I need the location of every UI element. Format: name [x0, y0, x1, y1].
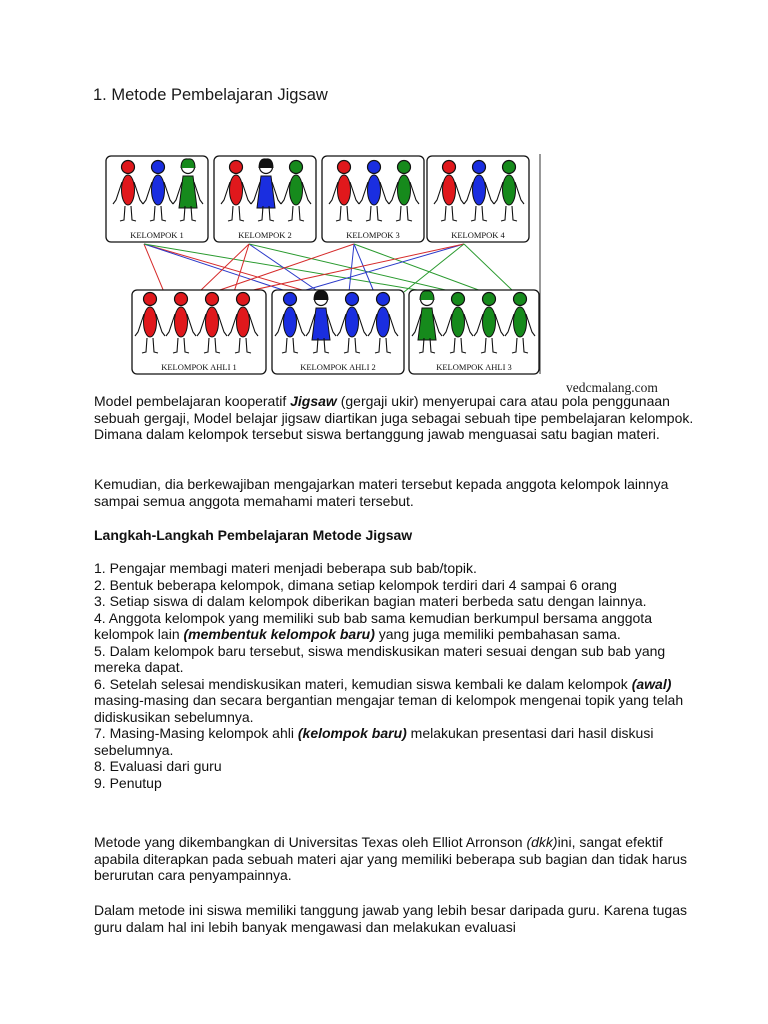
step-7-emphasis: (kelompok baru) [297, 725, 407, 741]
jigsaw-diagram-svg [104, 152, 544, 377]
expert-label-3: KELOMPOK AHLI 3 [436, 362, 512, 372]
intro-paragraph-2 [94, 476, 694, 509]
step-6-text-a: 6. Setelah selesai mendiskusikan materi, kemudian siswa kembali ke dalam kelompok [94, 675, 632, 692]
intro-text-2: Kemudian, dia berkewajiban mengajarkan materi tersebut kepada anggota kelompok lainnya sampai semua anggota memahami materi tersebut. [94, 476, 669, 509]
connector-line-3 [144, 244, 289, 292]
group-2-member-2-hair [259, 159, 273, 168]
step-2: 2. Bentuk beberapa kelompok, dimana setiap kelompok terdiri dari 4 sampai 6 orang [94, 576, 617, 593]
group-1-member-1-body [122, 175, 135, 205]
group-label-1: KELOMPOK 1 [130, 230, 184, 240]
closing-text-2: Dalam metode ini siswa memiliki tanggung jawab yang lebih besar daripada guru. Karena tugas guru dalam hal ini lebih banyak mengawasi dan melakukan evaluasi [94, 902, 688, 935]
intro-emphasis-jigsaw: Jigsaw [290, 393, 337, 409]
expert-3-member-2-head [452, 293, 465, 306]
expert-2-member-3-head [346, 293, 359, 306]
step-7-text-a: 7. Masing-Masing kelompok ahli [94, 725, 298, 741]
expert-2-member-4-head [377, 293, 390, 306]
group-3-member-3-body [398, 175, 411, 205]
expert-3-member-4-head [514, 293, 527, 306]
step-7 [94, 725, 694, 758]
group-1-member-3-hair [181, 159, 195, 168]
group-1-member-1-head [122, 161, 135, 174]
group-3-member-1-body [338, 175, 351, 205]
step-6-text-b: masing-masing dan secara bergantian mengajar teman di kelompok mengenai topik yang telah didiskusikan sebelumnya. [94, 692, 684, 725]
steps-list [94, 560, 694, 791]
group-4-member-3-head [503, 161, 516, 174]
step-9: 9. Penutup [94, 774, 162, 791]
connector-line-11 [354, 244, 374, 292]
expert-2-member-3-body [346, 307, 359, 337]
group-4-member-1-head [443, 161, 456, 174]
intro-text-a: Model pembelajaran kooperatif [94, 393, 291, 409]
steps-heading: Langkah-Langkah Pembelajaran Metode Jigsaw [94, 527, 413, 543]
step-8: 8. Evaluasi dari guru [94, 758, 222, 774]
expert-label-2: KELOMPOK AHLI 2 [300, 362, 376, 372]
step-6 [94, 676, 694, 726]
expert-3-member-3-body [483, 307, 496, 337]
group-label-4: KELOMPOK 4 [451, 230, 505, 240]
expert-1-member-2-head [175, 293, 188, 306]
group-3-member-2-body [368, 175, 381, 205]
image-credit: vedcmalang.com [566, 380, 658, 395]
expert-1-member-3-head [206, 293, 219, 306]
group-3-member-2-head [368, 161, 381, 174]
expert-2-member-1-head [284, 293, 297, 306]
expert-1-member-3-body [206, 307, 219, 337]
expert-1-member-2-body [175, 307, 188, 337]
step-3: 3. Setiap siswa di dalam kelompok diberikan bagian materi berbeda satu dengan lainnya. [94, 593, 647, 609]
group-1-member-2-body [152, 175, 165, 205]
closing-emphasis-dkk: (dkk) [526, 834, 558, 850]
expert-2-member-1-body [284, 307, 297, 337]
closing-paragraph-1 [94, 834, 694, 884]
step-4-text-b: yang juga memiliki pembahasan sama. [374, 626, 621, 642]
step-4-emphasis: (membentuk kelompok baru) [183, 626, 375, 642]
group-4-member-2-head [473, 161, 486, 174]
expert-3-member-4-body [514, 307, 527, 337]
closing-text-a: Metode yang dikembangkan di Universitas Texas oleh Elliot Arronson [94, 834, 527, 850]
group-2-member-1-head [230, 161, 243, 174]
connector-line-1 [144, 244, 164, 292]
expert-2-member-4-body [377, 307, 390, 337]
group-4-member-3-body [503, 175, 516, 205]
step-1: 1. Pengajar membagi materi menjadi beberapa sub bab/topik. [94, 560, 477, 576]
step-4-text-a: 4. Anggota kelompok yang memiliki sub bab sama kemudian berkumpul bersama anggota kelompok lain [94, 609, 652, 642]
jigsaw-diagram [104, 152, 544, 377]
closing-text-b: ini, sangat efektif apabila diterapkan pada sebuah materi ajar yang memiliki beberapa sub bagian dan tidak harus berurutan cara penyampainnya. [94, 834, 688, 883]
group-4-member-2-body [473, 175, 486, 205]
closing-paragraph-2 [94, 902, 694, 935]
expert-2-member-2-hair [314, 291, 328, 300]
group-label-3: KELOMPOK 3 [346, 230, 400, 240]
step-4 [94, 610, 694, 643]
group-1-member-2-head [152, 161, 165, 174]
expert-1-member-4-head [237, 293, 250, 306]
connector-line-13 [299, 244, 464, 292]
connector-line-14 [244, 244, 464, 292]
connector-line-12 [354, 244, 484, 292]
step-7-text-b: melakukan presentasi dari hasil diskusi sebelumnya. [94, 725, 654, 758]
expert-3-member-2-body [452, 307, 465, 337]
step-6-emphasis: (awal) [631, 675, 672, 692]
group-3-member-1-head [338, 161, 351, 174]
connector-line-4 [144, 244, 429, 292]
group-label-2: KELOMPOK 2 [238, 230, 292, 240]
intro-paragraph-1 [94, 393, 694, 443]
expert-1-member-1-body [144, 307, 157, 337]
expert-3-member-3-head [483, 293, 496, 306]
intro-text-b: (gergaji ukir) menyerupai cara atau pola penggunaan sebuah gergaji, Model belajar jigsaw diartikan juga sebagai sebuah tipe pembelajaran kelompok. Dimana dalam kelompok tersebut siswa bertanggung jawab menguasai satu bagian materi. [94, 393, 694, 442]
expert-3-member-1-hair [420, 291, 434, 300]
step-5: 5. Dalam kelompok baru tersebut, siswa mendiskusikan materi sesuai dengan sub bab yang mereka dapat. [94, 642, 666, 675]
connector-line-16 [464, 244, 514, 292]
group-4-member-1-body [443, 175, 456, 205]
group-2-member-3-body [290, 175, 303, 205]
group-2-member-1-body [230, 175, 243, 205]
group-3-member-3-head [398, 161, 411, 174]
expert-1-member-4-body [237, 307, 250, 337]
connector-line-15 [404, 244, 464, 292]
section-title: 1. Metode Pembelajaran Jigsaw [93, 86, 328, 104]
group-2-member-3-head [290, 161, 303, 174]
expert-1-member-1-head [144, 293, 157, 306]
expert-label-1: KELOMPOK AHLI 1 [161, 362, 237, 372]
